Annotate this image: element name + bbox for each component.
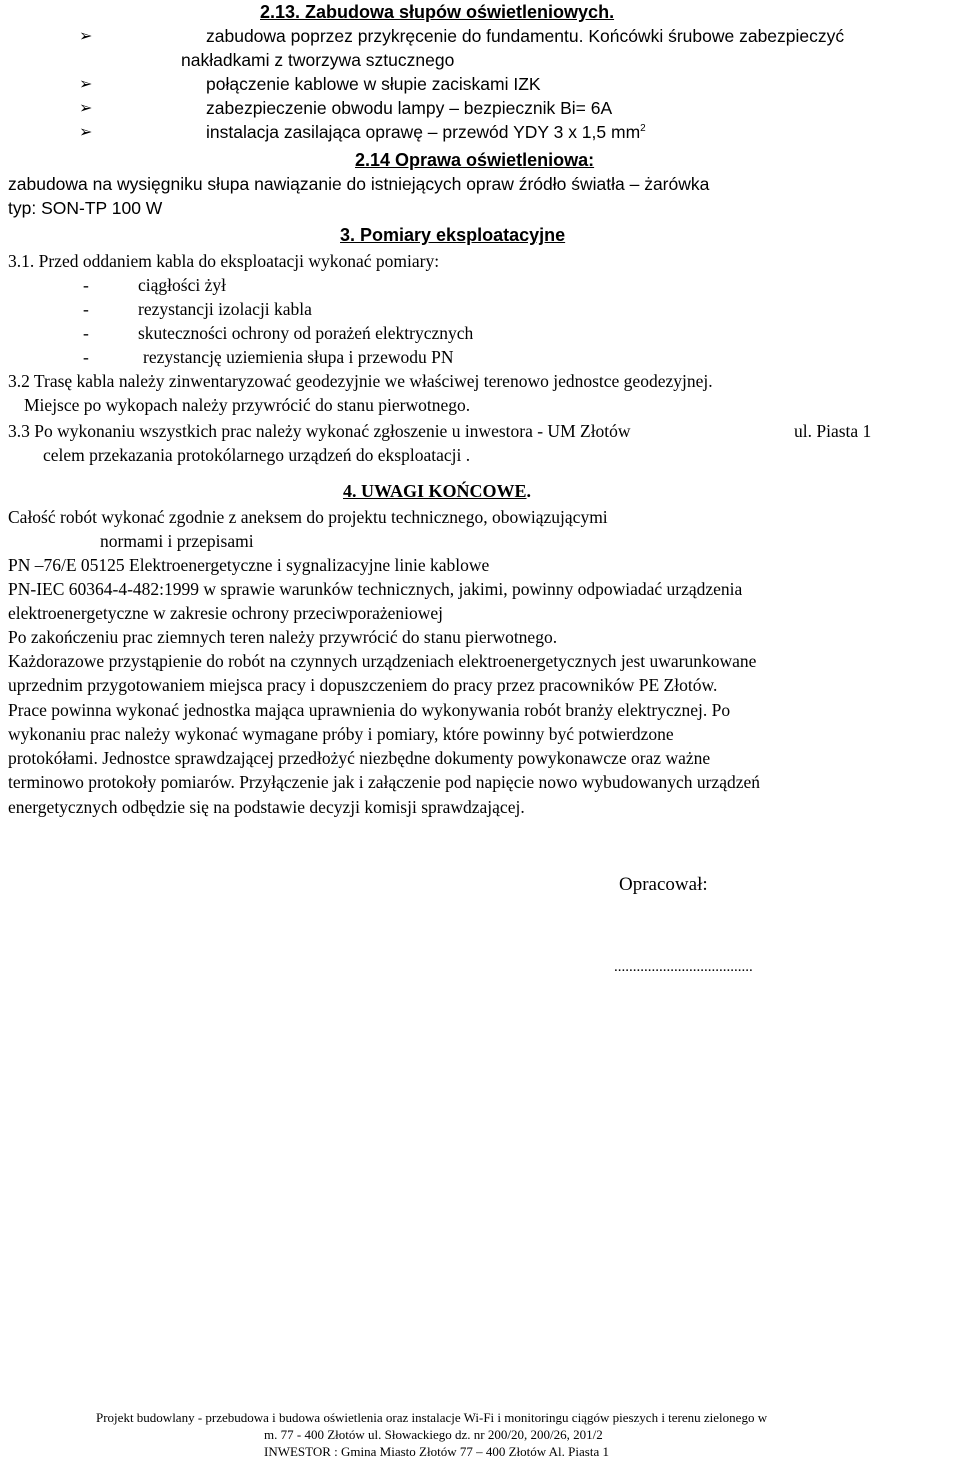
footer-address: m. 77 - 400 Złotów ul. Słowackiego dz. nr 200/20, 200/26, 201/2 — [264, 1427, 603, 1442]
paragraph-32-line-2: Miejsce po wykopach należy przywrócić do stanu pierwotnego. — [24, 395, 471, 415]
measurement-item-2: rezystancji izolacji kabla — [138, 299, 312, 319]
section-213-item-3: zabezpieczenie obwodu lampy – bezpiecznik Bi= 6A — [206, 98, 613, 118]
closing-line-11: protokółami. Jednostce sprawdzającej przedłożyć niezbędne dokumenty powykonawcze oraz ważne — [8, 748, 711, 768]
dash-bullet: - — [83, 275, 89, 295]
closing-line-6: Po zakończeniu prac ziemnych teren należy przywrócić do stanu pierwotnego. — [8, 627, 558, 647]
closing-line-9: Prace powinna wykonać jednostka mająca uprawnienia do wykonywania robót branży elektrycznej. Po — [8, 700, 731, 720]
section-4-title — [343, 481, 531, 501]
superscript-2: 2 — [640, 123, 646, 135]
arrow-bullet-icon: ➢ — [79, 26, 93, 45]
section-213-item-4 — [206, 122, 646, 142]
footer-project: Projekt budowlany - przebudowa i budowa oświetlenia oraz instalacje Wi-Fi i monitoringu ciągów pieszych i terenu zielonego w — [96, 1410, 768, 1425]
section-213-item-2: połączenie kablowe w słupie zaciskami IZK — [206, 74, 541, 94]
section-4-title-text: 4. UWAGI KOŃCOWE — [343, 481, 527, 501]
closing-line-10: wykonaniu prac należy wykonać wymagane próby i pomiary, które powinny być potwierdzone — [8, 724, 674, 744]
section-214-title: 2.14 Oprawa oświetleniowa: — [355, 150, 595, 170]
paragraph-33-line-2: celem przekazania protokólarnego urządzeń do eksploatacji . — [43, 445, 471, 465]
section-213-item-4-text: instalacja zasilająca oprawę – przewód YDY 3 x 1,5 mm — [206, 122, 641, 142]
section-214-line-2: typ: SON-TP 100 W — [8, 198, 163, 218]
footer-investor: INWESTOR : Gmina Miasto Złotów 77 – 400 Złotów Al. Piasta 1 — [264, 1444, 609, 1459]
measurement-item-4: rezystancję uziemienia słupa i przewodu PN — [143, 347, 454, 367]
closing-line-7: Każdorazowe przystąpienie do robót na czynnych urządzeniach elektroenergetycznych jest uwarunkowane — [8, 651, 757, 671]
signature-label: Opracował: — [619, 874, 708, 895]
section-3-intro: 3.1. Przed oddaniem kabla do eksploatacji wykonać pomiary: — [8, 251, 440, 271]
closing-line-2: normami i przepisami — [100, 531, 254, 551]
arrow-bullet-icon: ➢ — [79, 98, 93, 117]
closing-line-8: uprzednim przygotowaniem miejsca pracy i dopuszczeniem do pracy przez pracowników PE Złotów. — [8, 675, 718, 695]
closing-line-12: terminowo protokoły pomiarów. Przyłączenie jak i załączenie pod napięcie nowo wybudowanych urządzeń — [8, 772, 761, 792]
section-3-title: 3. Pomiary eksploatacyjne — [340, 225, 566, 245]
section-4-title-period: . — [526, 481, 532, 501]
closing-line-13: energetycznych odbędzie się na podstawie decyzji komisji sprawdzającej. — [8, 797, 525, 817]
paragraph-33-line-1: 3.3 Po wykonaniu wszystkich prac należy wykonać zgłoszenie u inwestora - UM Złotów — [8, 421, 631, 441]
measurement-item-1: ciągłości żył — [138, 275, 226, 295]
dash-bullet: - — [83, 347, 89, 367]
closing-line-4: PN-IEC 60364-4-482:1999 w sprawie warunków technicznych, jakimi, powinny odpowiadać urządzenia — [8, 579, 743, 599]
paragraph-32-line-1: 3.2 Trasę kabla należy zinwentaryzować geodezyjnie we właściwej terenowo jednostce geodezyjnej. — [8, 371, 713, 391]
dash-bullet: - — [83, 323, 89, 343]
closing-line-3: PN –76/E 05125 Elektroenergetyczne i sygnalizacyjne linie kablowe — [8, 555, 490, 575]
dash-bullet: - — [83, 299, 89, 319]
section-213-item-1-cont: nakładkami z tworzywa sztucznego — [181, 50, 455, 70]
closing-line-1: Całość robót wykonać zgodnie z aneksem do projektu technicznego, obowiązującymi — [8, 507, 608, 527]
section-213-title: 2.13. Zabudowa słupów oświetleniowych. — [260, 2, 615, 22]
signature-dots: ..................................... — [614, 959, 753, 975]
arrow-bullet-icon: ➢ — [79, 122, 93, 141]
closing-line-5: elektroenergetyczne w zakresie ochrony przeciwporażeniowej — [8, 603, 444, 623]
arrow-bullet-icon: ➢ — [79, 74, 93, 93]
measurement-item-3: skuteczności ochrony od porażeń elektrycznych — [138, 323, 474, 343]
section-214-line-1: zabudowa na wysięgniku słupa nawiązanie do istniejących opraw źródło światła – żarówka — [8, 174, 710, 194]
section-213-item-1: zabudowa poprzez przykręcenie do fundamentu. Końcówki śrubowe zabezpieczyć — [206, 26, 845, 46]
paragraph-33-address: ul. Piasta 1 — [794, 421, 872, 441]
